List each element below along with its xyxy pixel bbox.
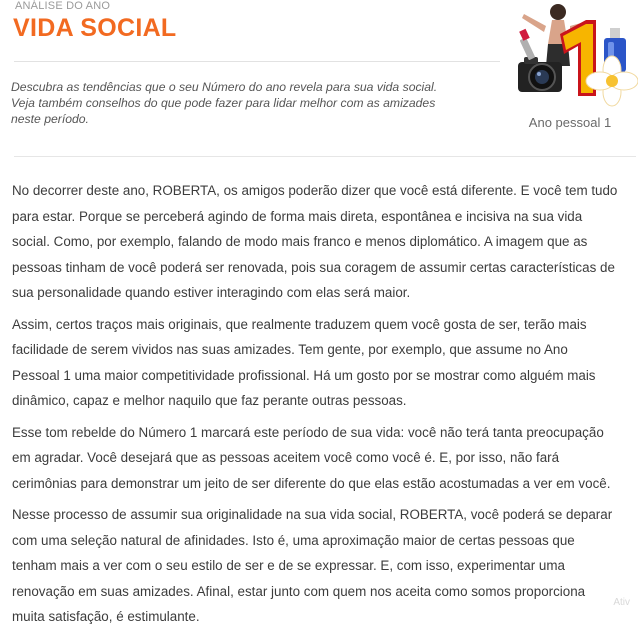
text-line: dinâmico, capaz e melhor naquilo que faz perante outras pessoas. bbox=[12, 393, 407, 408]
paragraph bbox=[12, 502, 636, 630]
text-line: com uma seleção natural de afinidades. Isto é, uma aproximação maior de certas pessoas que bbox=[12, 532, 575, 548]
title-divider bbox=[14, 61, 500, 62]
text-line: No decorrer deste ano, ROBERTA, os amigos poderão dizer que você está diferente. E você tem tudo bbox=[12, 183, 618, 198]
intro-line: Descubra as tendências que o seu Número do ano revela para sua vida social. bbox=[11, 80, 438, 94]
text-line: tenham mais a ver com o seu estilo de ser e de se expressar. E, com isso, experimentar uma bbox=[12, 558, 565, 573]
page-header bbox=[0, 0, 640, 160]
header-divider bbox=[14, 156, 636, 157]
watermark-text: Ativ bbox=[613, 597, 630, 608]
text-line: para estar. Porque se perceberá agindo de forma mais direta, espontânea e incisiva na sua vida bbox=[12, 208, 583, 224]
lipstick-icon bbox=[519, 29, 535, 60]
intro-text bbox=[11, 79, 501, 127]
text-line: sua personalidade quando estiver interagindo com elas será maior. bbox=[12, 285, 411, 300]
paragraph bbox=[12, 420, 636, 497]
personal-year-badge bbox=[508, 0, 638, 108]
badge-illustration bbox=[508, 0, 638, 108]
camera-icon bbox=[518, 57, 562, 92]
intro-line: Veja também conselhos do que pode fazer para lidar melhor com as amizades bbox=[11, 96, 436, 110]
paragraph bbox=[12, 312, 636, 414]
paragraph bbox=[12, 178, 636, 306]
intro-line: neste período. bbox=[11, 112, 89, 126]
badge-caption: Ano pessoal 1 bbox=[528, 115, 612, 130]
text-line: muita satisfação, é estimulante. bbox=[12, 609, 200, 624]
section-kicker: ANÁLISE DO ANO bbox=[15, 0, 111, 12]
text-line: Esse tom rebelde do Número 1 marcará este período de sua vida: você não terá tanta preocupação bbox=[12, 424, 604, 440]
text-line: Nesse processo de assumir sua originalidade na sua vida social, ROBERTA, você poderá se deparar bbox=[12, 507, 613, 522]
text-line: renovação em suas amizades. Afinal, estar junto com quem nos aceita como somos proporciona bbox=[12, 583, 586, 599]
text-line: social. Como, por exemplo, falando de modo mais franco e menos diplomático. A imagem que as bbox=[12, 234, 588, 249]
text-line: cerimônias para demonstrar um jeito de ser diferente do que elas estão acostumadas a ver em você. bbox=[12, 475, 611, 491]
analysis-body bbox=[12, 178, 636, 636]
page-title: VIDA SOCIAL bbox=[13, 14, 177, 42]
text-line: pessoas tinham de você poderá ser renovada, pois sua coragem de assumir certas características de bbox=[12, 259, 615, 275]
text-line: Pessoal 1 uma maior competitividade profissional. Há um gosto por se mostrar como alguém mais bbox=[12, 367, 596, 383]
text-line: Assim, certos traços mais originais, que realmente traduzem quem você gosta de ser, terão mais bbox=[12, 316, 587, 332]
text-line: facilidade de serem vividos nas suas amizades. Tem gente, por exemplo, que assume no Ano bbox=[12, 342, 568, 357]
text-line: em agradar. Você desejará que as pessoas aceitem você como você é. E, por isso, não fará bbox=[12, 450, 560, 465]
